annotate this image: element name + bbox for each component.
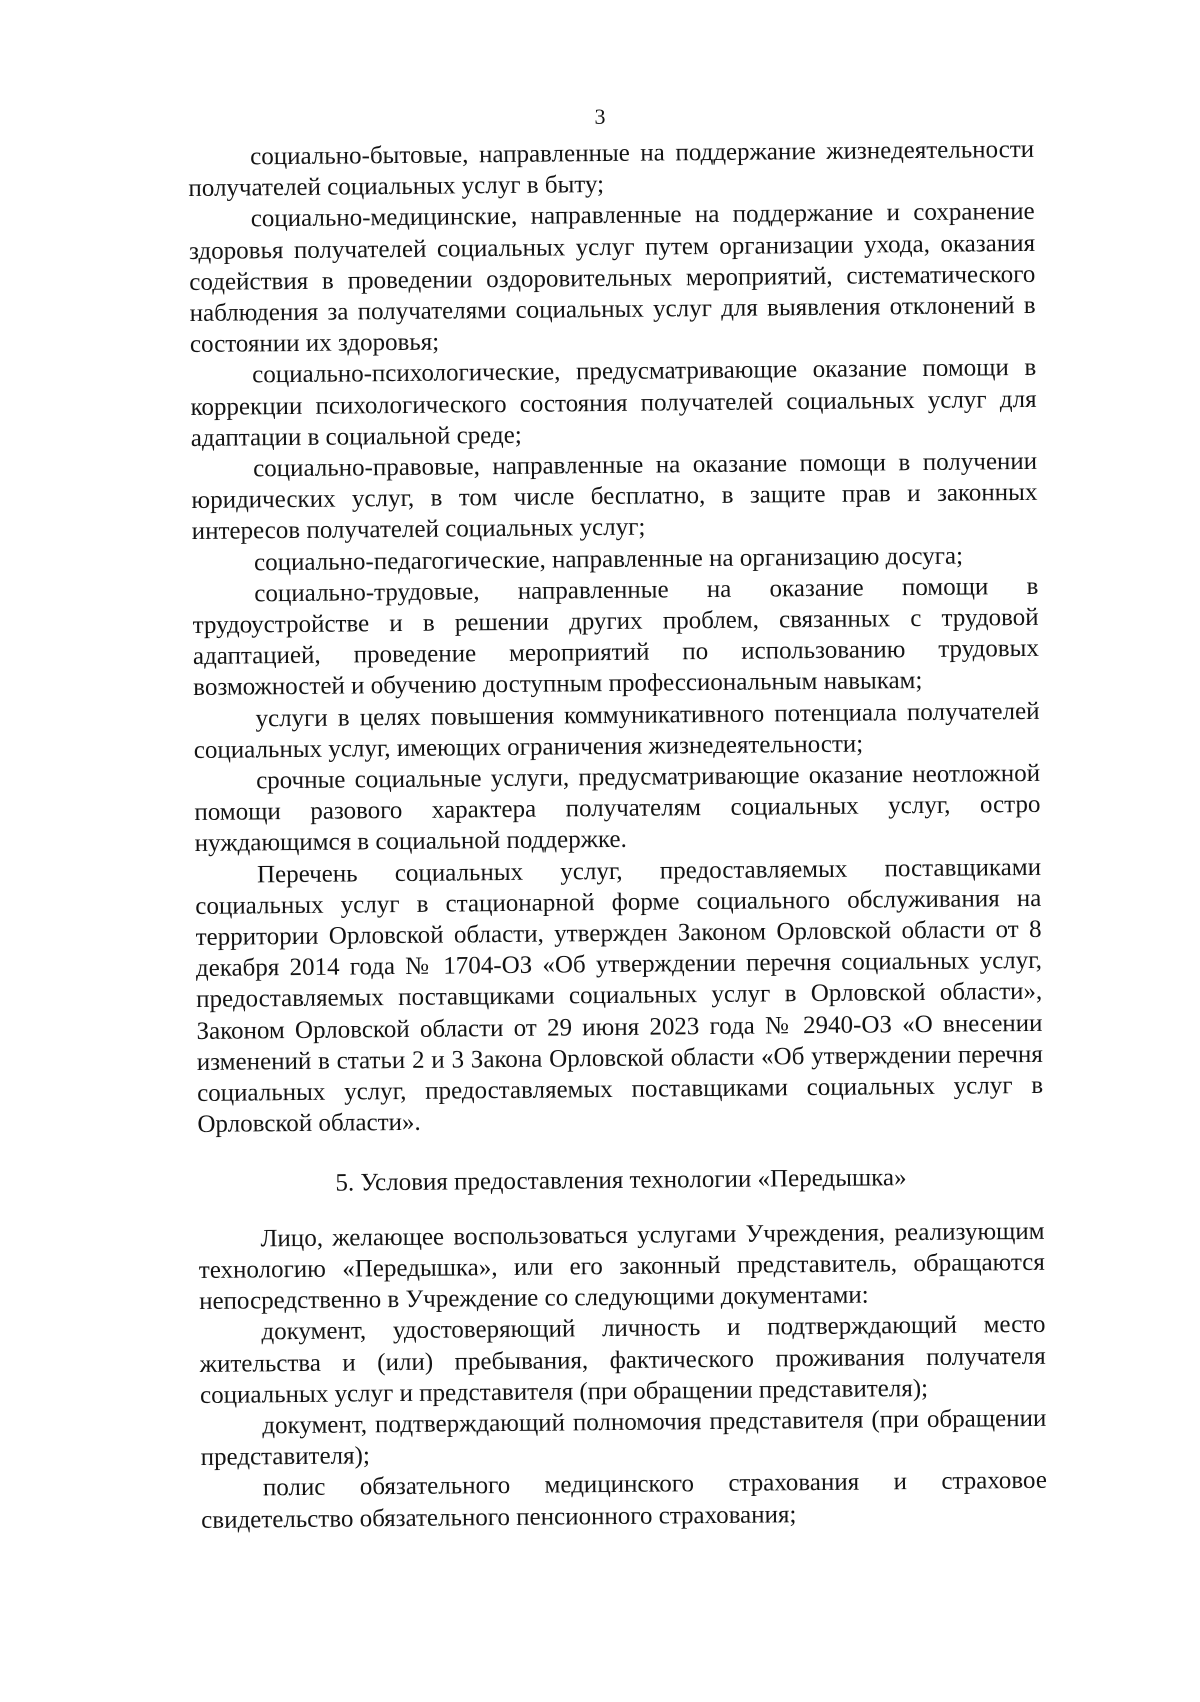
paragraph-social-household: социально-бытовые, направленные на поддержание жизнедеятельности получателей социальных услуг в быту; <box>188 135 1035 203</box>
section-heading: 5. Условия предоставления технологии «Передышка» <box>335 1163 907 1197</box>
paragraph-social-pedagogical: социально-педагогические, направленные на организацию досуга; <box>253 542 964 577</box>
paragraph-authority-document: документ, подтверждающий полномочия представителя (при обращении представителя); <box>200 1404 1047 1472</box>
paragraph-urgent-services: срочные социальные услуги, предусматривающие оказание неотложной помощи разового характера получателям социальных услуг, остро нуждающимся в социальной поддержке. <box>194 759 1041 858</box>
paragraph-communicative-potential: услуги в целях повышения коммуникативного потенциала получателей социальных услуг, имеющих ограничения жизнедеятельности; <box>193 697 1040 764</box>
document-body <box>188 134 1047 1536</box>
paragraph-services-list-law: Перечень социальных услуг, предоставляемых поставщиками социальных услуг в стационарной форме социального обслуживания на территории Орловской области, утвержден Законом Орловской области от 8 декабря 2014 года № 1704-ОЗ «Об утверждении перечня социальных услуг, предоставляемых поставщиками социальных услуг в Орловской области», Законом Орловской области от 29 июня 2023 года № 2940-ОЗ «О внесении изменений в статьи 2 и 3 Закона Орловской области «Об утверждении перечня социальных услуг, предоставляемых поставщиками социальных услуг в Орловской области». <box>195 853 1044 1139</box>
paragraph-insurance-documents: полис обязательного медицинского страхования и страховое свидетельство обязательного пенсионного страхования; <box>201 1467 1048 1534</box>
paragraph-social-labor: социально-трудовые, направленные на оказание помощи в трудоустройстве и в решении других проблем, связанных с трудовой адаптацией, проведение мероприятий по использованию трудовых возможностей и обучению доступным профессиональным навыкам; <box>192 572 1040 702</box>
paragraph-applicant-documents: Лицо, желающее воспользоваться услугами Учреждения, реализующим технологию «Передышка», или его законный представитель, обращаются непосредственно в Учреждение со следующими документами: <box>198 1217 1045 1316</box>
page-number: 3 <box>594 104 606 129</box>
paragraph-social-medical: социально-медицинские, направленные на поддержание и сохранение здоровья получателей социальных услуг путем организации ухода, оказания содействия в проведении оздоровительных мероприятий, систематического наблюдения за получателями социальных услуг для выявления отклонений в состоянии их здоровья; <box>188 198 1036 359</box>
paragraph-social-psychological: социально-психологические, предусматривающие оказание помощи в коррекции психологического состояния получателей социальных услуг для адаптации в социальной среде; <box>190 354 1037 452</box>
paragraph-identity-document: документ, удостоверяющий личность и подтверждающий место жительства и (или) пребывания, фактического проживания получателя социальных услуг и представителя (при обращении представителя); <box>199 1311 1046 1409</box>
paragraph-social-legal: социально-правовые, направленные на оказание помощи в получении юридических услуг, в том числе бесплатно, в защите прав и законных интересов получателей социальных услуг; <box>191 447 1038 546</box>
